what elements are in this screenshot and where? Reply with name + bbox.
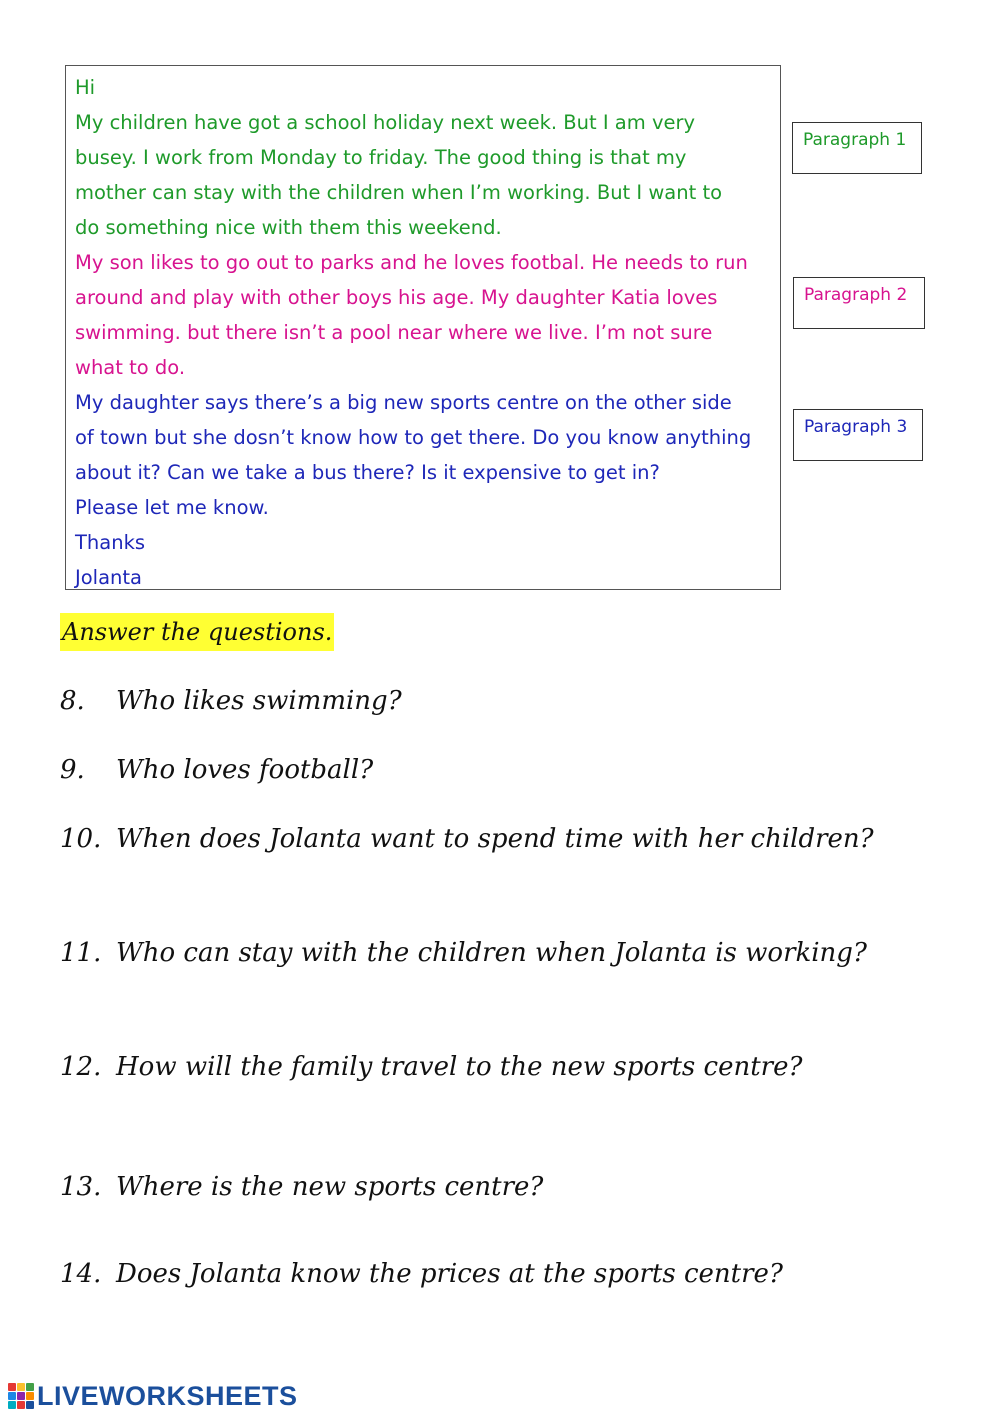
question-text: When does Jolanta want to spend time with her children?: [116, 824, 874, 854]
instructions-heading: Answer the questions.: [60, 613, 334, 651]
question-text: Who likes swimming?: [116, 686, 402, 716]
letter-line: My daughter says there’s a big new sports centre on the other side: [75, 391, 732, 414]
question-text: Where is the new sports centre?: [116, 1172, 544, 1202]
question-11: [60, 938, 867, 968]
paragraph-2-label: Paragraph 2: [793, 277, 925, 329]
question-14: [60, 1259, 783, 1289]
question-number: 10.: [60, 824, 102, 854]
letter-line-greeting: Hi: [75, 76, 96, 99]
question-number: 8.: [60, 686, 85, 716]
brand-name: LIVEWORKSHEETS: [37, 1380, 298, 1411]
letter-line: around and play with other boys his age. My daughter Katia loves: [75, 286, 718, 309]
question-number: 12.: [60, 1052, 102, 1082]
letter-line: mother can stay with the children when I’m working. But I want to: [75, 181, 723, 204]
question-13: [60, 1172, 543, 1202]
question-8: [60, 686, 402, 716]
paragraph-3-label: Paragraph 3: [793, 409, 923, 461]
logo-tile: [26, 1392, 34, 1400]
question-text: Does Jolanta know the prices at the sports centre?: [116, 1259, 783, 1289]
question-text: Who can stay with the children when Jolanta is working?: [116, 938, 867, 968]
question-text: Who loves football?: [116, 755, 374, 785]
logo-tile: [17, 1383, 25, 1391]
logo-tile: [26, 1383, 34, 1391]
letter-line: Please let me know.: [75, 496, 269, 519]
logo-tile: [8, 1401, 16, 1409]
logo-tile: [8, 1383, 16, 1391]
paragraph-1-label: Paragraph 1: [792, 122, 922, 174]
question-12: [60, 1052, 802, 1082]
letter-line-signature: Jolanta: [75, 566, 143, 589]
logo-tile: [26, 1401, 34, 1409]
liveworksheets-brand[interactable]: [8, 1381, 298, 1411]
letter-line: Thanks: [75, 531, 146, 554]
question-number: 11.: [60, 938, 102, 968]
letter-line: My son likes to go out to parks and he loves footbal. He needs to run: [75, 251, 748, 274]
letter-line: what to do.: [75, 356, 186, 379]
letter-line: about it? Can we take a bus there? Is it expensive to get in?: [75, 461, 660, 484]
question-9: [60, 755, 373, 785]
question-number: 13.: [60, 1172, 102, 1202]
letter-line: My children have got a school holiday next week. But I am very: [75, 111, 696, 134]
letter-box: [65, 65, 781, 590]
letter-line: do something nice with them this weekend.: [75, 216, 502, 239]
logo-tile: [17, 1392, 25, 1400]
logo-tile: [8, 1392, 16, 1400]
letter-line: busey. I work from Monday to friday. The good thing is that my: [75, 146, 687, 169]
question-number: 9.: [60, 755, 85, 785]
letter-line: swimming. but there isn’t a pool near where we live. I’m not sure: [75, 321, 713, 344]
logo-tile: [17, 1401, 25, 1409]
question-number: 14.: [60, 1259, 102, 1289]
letter-line: of town but she dosn’t know how to get there. Do you know anything: [75, 426, 752, 449]
question-text: How will the family travel to the new sports centre?: [116, 1052, 803, 1082]
question-10: [60, 824, 874, 854]
liveworksheets-logo-icon: [8, 1383, 34, 1409]
